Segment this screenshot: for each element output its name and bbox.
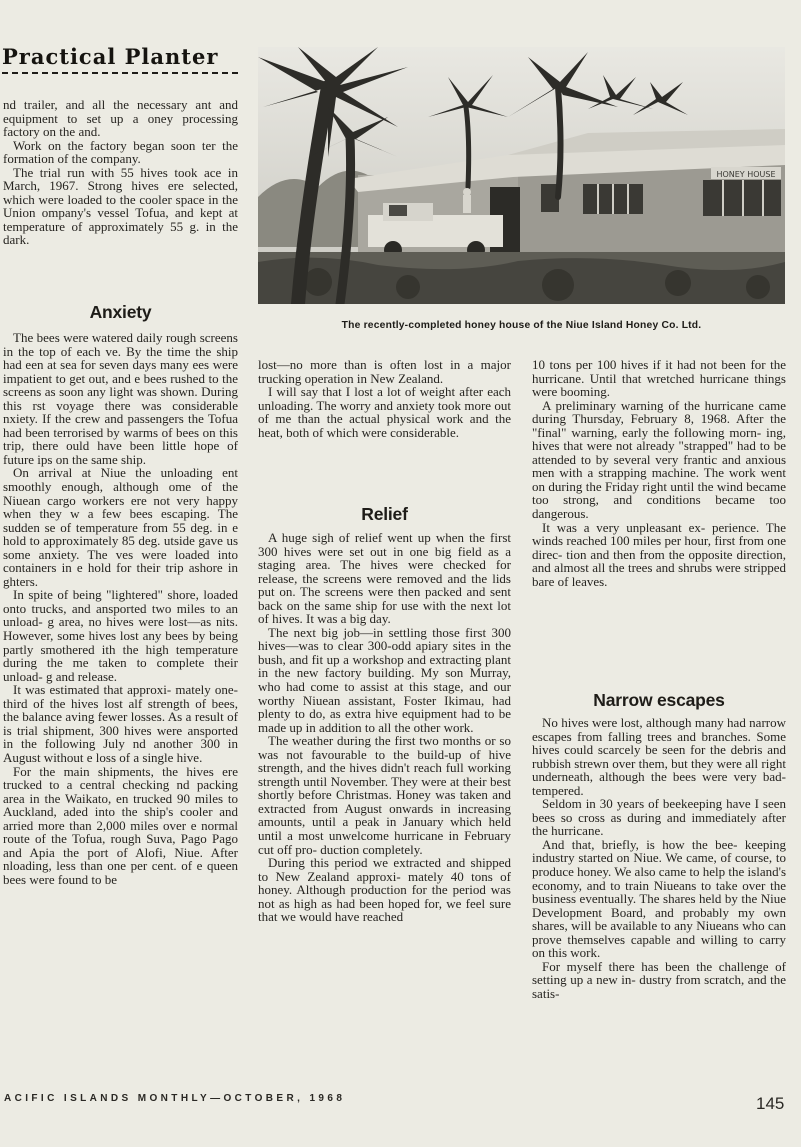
- section-title-rule: [2, 72, 238, 74]
- paragraph: The weather during the first two months or so was not favourable to the build-up of hive strength, and the hives didn't reach full working strength until November. They were at their best shortly before Christmas. Honey was taken and extracted from August onwards in increasing amounts, until a peak in January which held until a most unwelcome hurricane in February cut off pro- duction completely.: [258, 733, 511, 857]
- paragraph: On arrival at Niue the unloading ent smoothly enough, although ome of the Niuean cargo workers ere not very happy when they w a few bees escaping. The sudden se of temperature from 55 deg. in e hold to approximately 85 deg. utside gave us some anxiety. The ves were loaded into containers in e hold for their trip ashore in ghters.: [3, 465, 238, 589]
- paragraph: A preliminary warning of the hurricane came during Thursday, February 8, 1968. After the "final" warning, early the following morn- ing, hives that were not already "strapped" had to be attended to by several very frantic and anxious men with a strapping machine. The work went on during the Friday right until the wind became too strong, and conditions became too dangerous.: [532, 397, 786, 522]
- paragraph: And that, briefly, is how the bee- keeping industry started on Niue. We came, of course, to produce honey. We also came to help the island's economy, and to train Niueans to take over the business eventually. The shares held by the Niue Development Board, and probably my own shares, will be available to any Niueans who can prove themselves capable and willing to carry on this work.: [532, 836, 786, 961]
- paragraph: The bees were watered daily rough screens in the top of each ve. By the time the ship had een at sea for seven days many ees were impatient to get out, and e bees rushed to the screens as soon any light was shown. During this rst voyage there was considerable nxiety. If the crew and passengers the Tofua had been terrorised by warms of bees on this trip, there ould have been little hope of future ips on the same ship.: [3, 331, 238, 467]
- paragraph: The trial run with 55 hives took ace in March, 1967. Strong hives ere selected, which were loaded to the cooler space in the Union ompany's vessel Tofua, and kept at temperature of approximately 55 g. in the dark.: [3, 164, 238, 248]
- paragraph: For myself there has been the challenge of setting up a new in- dustry from scratch, and the satis-: [532, 958, 786, 1001]
- left-heading-box: [3, 292, 238, 332]
- middle-column-top: [258, 358, 511, 494]
- right-heading-box: [532, 680, 786, 720]
- page-number: 145: [756, 1094, 785, 1113]
- paragraph: A huge sigh of relief went up when the first 300 hives were set out in one big field as a staging area. The hives were checked for release, the screens were removed and the lids put on. The screens were then packed and sent back on the same ship for use with the next lot of hives. It was a big day.: [258, 531, 511, 627]
- middle-heading-box: [258, 494, 511, 534]
- paragraph: It was a very unpleasant ex- perience. The winds reached 100 miles per hour, first from one direc- tion and then from the opposite direction, and almost all the trees and shrubs were stripped bare of leaves.: [532, 519, 786, 589]
- right-column-bottom: [532, 716, 786, 1081]
- paragraph: 10 tons per 100 hives if it had not been for the hurricane. Until that wretched hurricane things were booming.: [532, 358, 786, 400]
- honey-house-photo-art: [258, 47, 785, 304]
- paragraph: During this period we extracted and shipped to New Zealand approxi- mately 40 tons of honey. Although production for the period was not as high as had been hoped for, we feel sure that we would have reached: [258, 855, 511, 925]
- heading-narrow-escapes: Narrow escapes: [593, 690, 725, 710]
- paragraph: No hives were lost, although many had narrow escapes from falling trees and branches. Some hives could scarcely be seen for the debris and rubbish strewn over them, but they were all right underneath, although the bees were very bad-tempered.: [532, 716, 786, 798]
- paragraph: nd trailer, and all the necessary ant and equipment to set up a oney processing factory on the and.: [3, 98, 238, 140]
- photo-sign-text: HONEY HOUSE: [716, 170, 776, 179]
- section-title: Practical Planter: [2, 44, 219, 69]
- paragraph: I will say that I lost a lot of weight after each unloading. The worry and anxiety took more out of me than the actual physical work and the heat, both of which were considerable.: [258, 384, 511, 440]
- heading-relief: Relief: [361, 504, 408, 524]
- paragraph: lost—no more than is often lost in a major trucking operation in New Zealand.: [258, 358, 511, 386]
- left-column-top: [3, 98, 238, 283]
- right-column-top: [532, 358, 786, 676]
- middle-column-bottom: [258, 531, 511, 1081]
- paragraph: Work on the factory began soon ter the formation of the company.: [3, 137, 238, 167]
- paragraph: The next big job—in settling those first 300 hives—was to clear 300-odd apiary sites in the bush, and fit up a workshop and extracting plant in the new factory building. My son Murray, who had come to assist at this stage, and our worthy Niuean assistant, Foster Ikimau, had plenty to do, as extra hive equipment had to be made up in addition to all the other work.: [258, 624, 511, 735]
- heading-anxiety: Anxiety: [89, 302, 152, 322]
- magazine-footer: ACIFIC ISLANDS MONTHLY—OCTOBER, 1968: [4, 1093, 346, 1104]
- photo-caption: The recently-completed honey house of the Niue Island Honey Co. Ltd.: [341, 320, 702, 331]
- left-column-bottom: [3, 331, 238, 1081]
- paragraph: Seldom in 30 years of beekeeping have I seen bees so cross as during and immediately after the hurricane.: [532, 796, 786, 839]
- paragraph: For the main shipments, the hives ere trucked to a central checking nd packing area in the Waikato, en trucked 90 miles to Auckland, aded into the ship's cooler and arried more than 2,000 miles over e normal route of the Tofua, rough Suva, Pago Pago and Apia the port of Alofi, Niue. After nloading, less than one per cent. of e queen bees were found to be: [3, 763, 238, 887]
- paragraph: In spite of being "lightered" shore, loaded onto trucks, and ansported two miles to an unload- g area, no hives were lost—as nits. However, some hives lost any bees by being partly smothered ith the high temperature during the me taken to complete their unload- g and release.: [3, 587, 238, 684]
- paragraph: It was estimated that approxi- mately one-third of the hives lost alf strength of bees, the balance aving fewer losses. As a result of is trial shipment, 300 hives were ansported in the following July nd another 300 in August without e loss of a single hive.: [3, 682, 238, 765]
- honey-house-photo: [258, 47, 785, 304]
